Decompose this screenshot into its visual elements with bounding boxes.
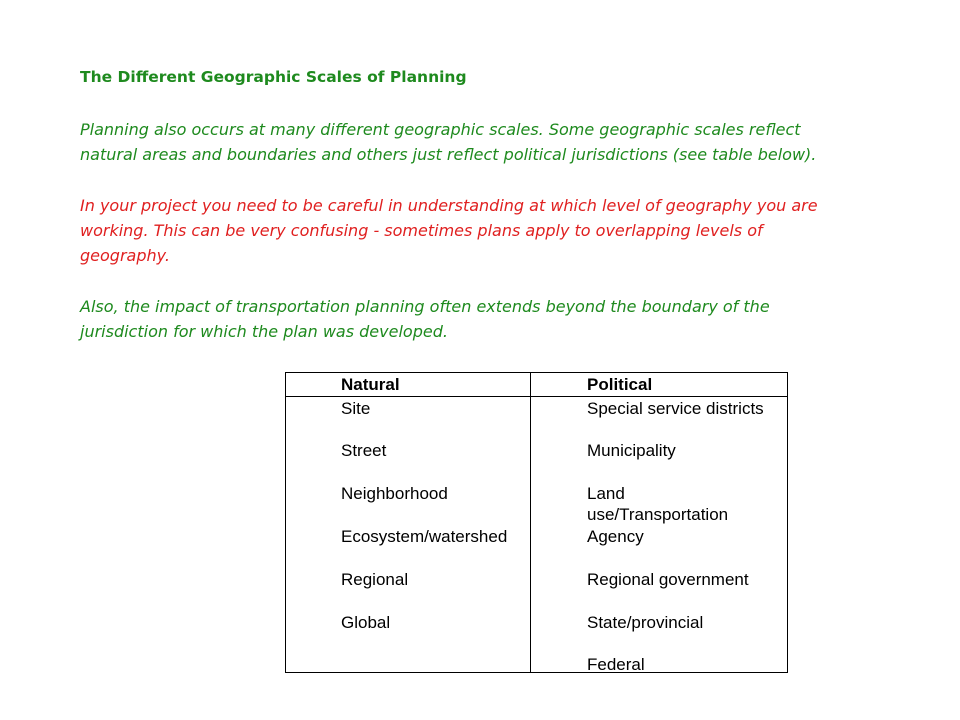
paragraph-line: In your project you need to be careful in understanding at which level of geography you are [80, 196, 818, 215]
political-cell: Regional government [587, 570, 749, 589]
intro-paragraph [80, 117, 890, 167]
political-cell: Special service districts [587, 399, 764, 418]
natural-cell: Neighborhood [341, 484, 448, 503]
header-political: Political [587, 375, 653, 394]
natural-cell: Ecosystem/watershed [341, 527, 508, 546]
column-divider [530, 373, 531, 672]
natural-cell: Global [341, 613, 391, 632]
paragraph-line: working. This can be very confusing - sometimes plans apply to overlapping levels of [80, 221, 763, 240]
political-cell: State/provincial [587, 613, 704, 632]
political-cell: Agency [587, 527, 644, 546]
natural-cell: Street [341, 441, 387, 460]
header-divider [286, 396, 787, 397]
political-cell: use/Transportation [587, 505, 729, 524]
geographic-scales-table [285, 372, 788, 673]
warning-paragraph [80, 193, 890, 268]
natural-cell: Site [341, 399, 371, 418]
paragraph-line: jurisdiction for which the plan was developed. [80, 322, 448, 341]
impact-paragraph [80, 294, 890, 344]
paragraph-line: Also, the impact of transportation planning often extends beyond the boundary of the [80, 297, 770, 316]
header-natural: Natural [341, 375, 400, 394]
natural-cell: Regional [341, 570, 409, 589]
paragraph-line: natural areas and boundaries and others just reflect political jurisdictions (see table below). [80, 145, 817, 164]
paragraph-line: Planning also occurs at many different geographic scales. Some geographic scales reflect [80, 120, 801, 139]
political-cell: Municipality [587, 441, 676, 460]
political-cell: Federal [587, 655, 645, 674]
paragraph-line: geography. [80, 246, 170, 265]
political-cell: Land [587, 484, 625, 503]
page-title: The Different Geographic Scales of Planning [80, 68, 467, 86]
